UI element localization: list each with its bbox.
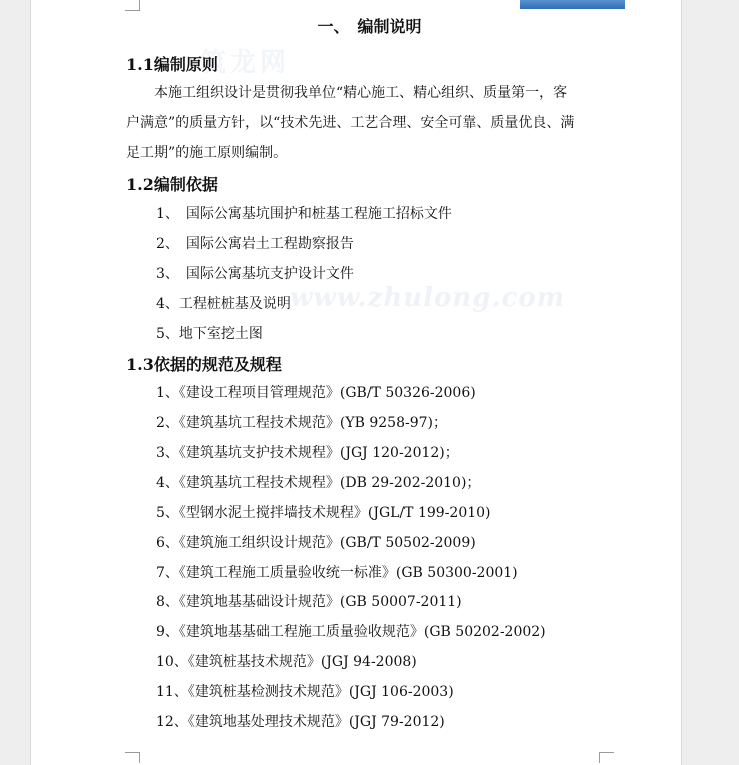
list-item: 7、《建筑工程施工质量验收统一标准》(GB 50300-2001) [156, 565, 518, 581]
header-banner [520, 0, 625, 9]
list-item: 1、《建设工程项目管理规范》(GB/T 50326-2006) [156, 385, 476, 401]
list-item: 5、地下室挖土图 [156, 326, 263, 342]
list-item: 2、《建筑基坑工程技术规范》(YB 9258-97)； [156, 415, 447, 431]
list-item: 12、《建筑地基处理技术规范》(JGJ 79-2012) [156, 714, 445, 730]
list-item: 11、《建筑桩基检测技术规范》(JGJ 106-2003) [156, 684, 454, 700]
list-item: 9、《建筑地基基础工程施工质量验收规范》(GB 50202-2002) [156, 624, 546, 640]
watermark-url: www.zhulong.com [290, 283, 566, 313]
doc-title: 一、 编制说明 [317, 17, 422, 36]
page-corner-mark [125, 752, 140, 763]
page-corner-mark [599, 752, 614, 763]
section-heading: 1.3依据的规范及规程 [126, 355, 282, 374]
section-heading: 1.2编制依据 [126, 175, 218, 194]
list-item: 10、《建筑桩基技术规范》(JGJ 94-2008) [156, 654, 417, 670]
list-item: 2、 国际公寓岩土工程勘察报告 [156, 236, 354, 252]
section-heading: 1.1编制原则 [126, 55, 218, 74]
list-item: 5、《型钢水泥土搅拌墙技术规程》(JGL/T 199-2010) [156, 505, 491, 521]
list-item: 3、《建筑基坑支护技术规程》(JGJ 120-2012)； [156, 445, 459, 461]
list-item: 6、《建筑施工组织设计规范》(GB/T 50502-2009) [156, 535, 476, 551]
watermark-logo: 筑龙网 [200, 48, 291, 78]
list-item: 3、 国际公寓基坑支护设计文件 [156, 266, 354, 282]
list-item: 1、 国际公寓基坑围护和桩基工程施工招标文件 [156, 206, 452, 222]
section-paragraph: 本施工组织设计是贯彻我单位“精心施工、精心组织、质量第一，客户满意”的质量方针，以“技术先进、工艺合理、安全可靠、质量优良、满足工期”的施工原则编制。 [126, 85, 575, 161]
list-item: 8、《建筑地基基础设计规范》(GB 50007-2011) [156, 594, 462, 610]
list-item: 4、工程桩桩基及说明 [156, 296, 291, 312]
list-item: 4、《建筑基坑工程技术规程》(DB 29-202-2010)； [156, 475, 481, 491]
page-corner-mark [125, 0, 140, 11]
